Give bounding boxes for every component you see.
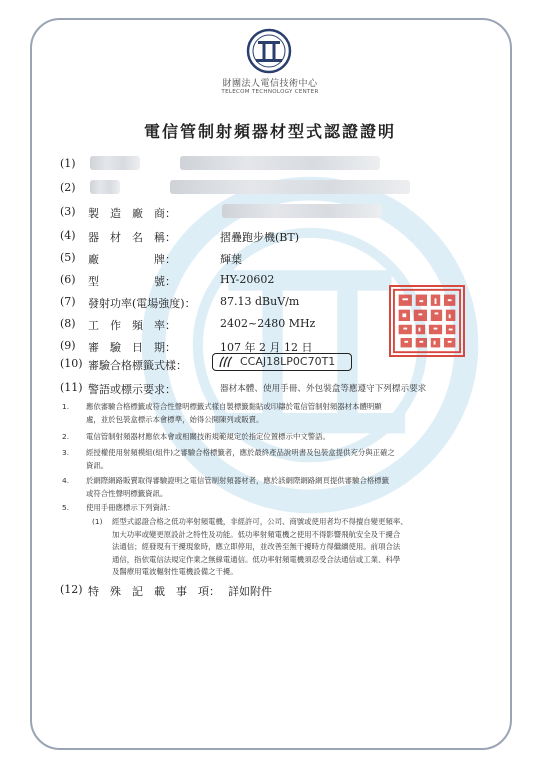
note-5 <box>62 502 502 516</box>
note-4 <box>62 475 502 503</box>
field-label: 警語或標示要求： <box>88 383 176 396</box>
ttc-logo-icon <box>246 28 292 74</box>
field-label: 發射功率(電場強度)： <box>88 297 196 310</box>
redacted-block <box>180 156 380 170</box>
field-label: 特 殊 記 載 事 項： <box>88 585 220 598</box>
field-number: (2) <box>60 181 76 194</box>
field-number: (10) <box>60 357 83 370</box>
field-number: (1) <box>60 157 76 170</box>
field-label: 廠 牌： <box>88 253 176 266</box>
field-label: 器 材 名 稱： <box>88 231 176 244</box>
redacted-block <box>90 180 120 194</box>
note-number: 2. <box>62 432 70 441</box>
note-text <box>86 401 506 426</box>
field-number: (5) <box>60 251 76 264</box>
field-number: (11) <box>60 381 83 394</box>
redacted-block <box>222 204 382 218</box>
field-value: HY-20602 <box>220 273 275 286</box>
note-number: 5. <box>62 503 70 512</box>
field-label: 審驗合格標籤式樣： <box>88 359 187 372</box>
field-number: (8) <box>60 317 76 330</box>
note-number: 1. <box>62 402 70 411</box>
certification-mark-icon <box>218 356 234 368</box>
note-line: 處，並於包裝盒標示本會標準，始得公開陳列或販賣。 <box>86 414 264 424</box>
subnote-line: 法通信；經發現有干擾現象時，應立即停用，並改善至無干擾時方得繼續使用。前項合法 <box>112 542 401 551</box>
field-label: 型 號： <box>88 275 176 288</box>
field-label: 審 驗 日 期： <box>88 341 176 354</box>
note-line: 資訊。 <box>86 460 109 470</box>
org-name: 財團法人電信技術中心 <box>222 79 318 89</box>
note-line: 於網際網路販賣取得審驗證明之電信管制射頻器材者，應於該網際網路網頁提供審驗合格標籤 <box>86 476 390 485</box>
note-2 <box>62 431 502 447</box>
field-number: (4) <box>60 229 76 242</box>
field-value: 2402~2480 MHz <box>220 317 316 330</box>
note-text <box>86 475 506 500</box>
note-line: 應依審驗合格標籤或符合性聲明標籤式樣自製標籤黏貼或印鑄於電信管制射頻器材本體明顯 <box>86 402 382 411</box>
redacted-block <box>170 180 410 194</box>
field-label: 製 造 廠 商： <box>88 207 176 220</box>
subnote-number: (1) <box>92 517 103 526</box>
note-text <box>86 447 506 472</box>
field-value: 摺疊跑步機(BT) <box>220 231 300 244</box>
subnote-text <box>112 516 512 579</box>
note-text <box>86 431 506 444</box>
field-value: 詳如附件 <box>228 585 272 598</box>
field-value: 87.13 dBuV/m <box>220 295 300 308</box>
note-1 <box>62 401 502 431</box>
subnote-1 <box>92 516 512 582</box>
redacted-block <box>90 156 140 170</box>
field-label: 工 作 頻 率： <box>88 319 176 332</box>
warning-requirement-text: 器材本體、使用手冊、外包裝盒等應遵守下列標示要求 <box>220 384 427 394</box>
field-number: (3) <box>60 205 76 218</box>
field-number: (9) <box>60 339 76 352</box>
document-title: 電信管制射頻器材型式認證證明 <box>143 122 396 141</box>
field-number: (12) <box>60 583 83 596</box>
note-text <box>86 502 506 515</box>
field-value: 輝葉 <box>220 253 242 266</box>
note-line: 使用手冊應標示下列資訊： <box>86 503 175 512</box>
field-number: (7) <box>60 295 76 308</box>
note-line: 或符合性聲明標籤資訊。 <box>86 488 168 498</box>
note-3 <box>62 447 502 475</box>
subnote-line: 通信，指依電信法規定作業之無線電通信。低功率射頻電機須忍受合法通信或工業、科學 <box>112 554 401 564</box>
subnote-line: 及醫療用電波輻射性電機設備之干擾。 <box>112 567 238 576</box>
note-line: 經授權使用射頻模組(組件)之審驗合格標籤者，應於最終產品說明書及包裝盒提供充分與正確之 <box>86 448 395 457</box>
certification-code: CCAJ18LP0C70T1 <box>240 355 336 368</box>
field-number: (6) <box>60 273 76 286</box>
subnote-line: 加大功率或變更原設計之特性及功能。低功率射頻電機之使用不得影響飛航安全及干擾合 <box>112 529 401 539</box>
org-name-en: TELECOM TECHNOLOGY CENTER <box>221 89 319 95</box>
official-seal-stamp <box>389 285 465 357</box>
subnote-line: 經型式認證合格之低功率射頻電機，非經許可，公司、商號或使用者均不得擅自變更頻率、 <box>112 517 408 526</box>
field-value: 107 年 2 月 12 日 <box>220 341 313 354</box>
note-number: 4. <box>62 476 70 485</box>
note-number: 3. <box>62 448 70 457</box>
note-line: 電信管制射頻器材應依本會或相關技術規範規定於指定位置標示中文警語。 <box>86 432 330 441</box>
